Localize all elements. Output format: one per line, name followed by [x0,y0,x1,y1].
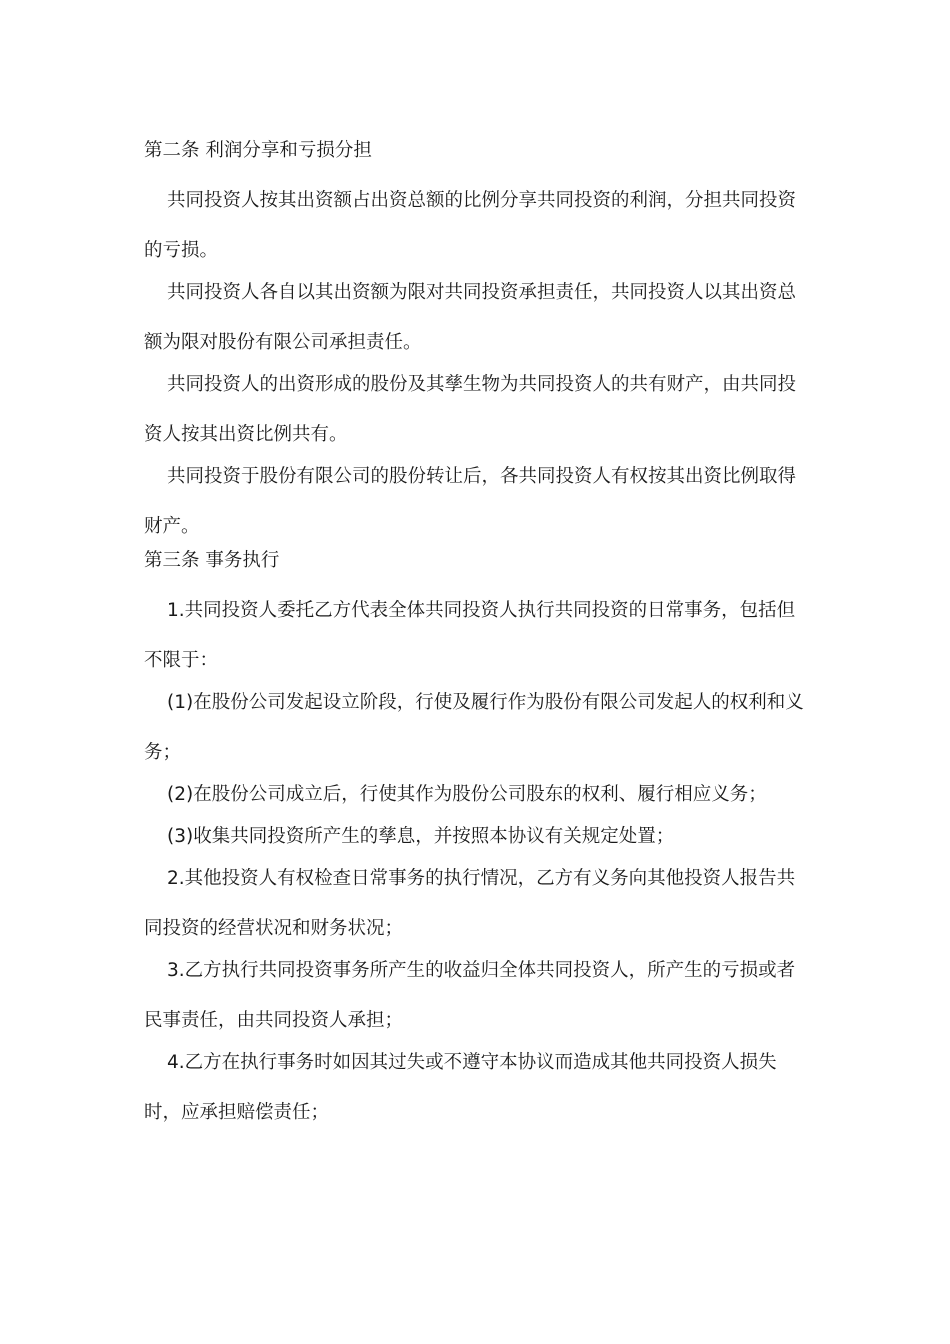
paragraph: 共同投资人按其出资额占出资总额的比例分享共同投资的利润，分担共同投资的亏损。 [144,190,797,261]
paragraph: 共同投资人的出资形成的股份及其孳生物为共同投资人的共有财产，由共同投资人按其出资比例共有。 [144,374,797,445]
paragraph: 共同投资于股份有限公司的股份转让后，各共同投资人有权按其出资比例取得财产。 [144,466,797,537]
section-heading-article-3: 第三条 事务执行 [144,550,280,571]
paragraph: 1.共同投资人委托乙方代表全体共同投资人执行共同投资的日常事务，包括但不限于： [144,600,796,671]
paragraph: 4.乙方在执行事务时如因其过失或不遵守本协议而造成其他共同投资人损失时，应承担赔偿责任； [144,1052,777,1123]
paragraph: 3.乙方执行共同投资事务所产生的收益归全体共同投资人，所产生的亏损或者民事责任，由共同投资人承担； [144,960,796,1031]
section-heading-article-2: 第二条 利润分享和亏损分担 [144,140,372,161]
paragraph: (2)在股份公司成立后，行使其作为股份公司股东的权利、履行相应义务； [167,784,767,805]
paragraph: 共同投资人各自以其出资额为限对共同投资承担责任，共同投资人以其出资总额为限对股份有限公司承担责任。 [144,282,797,353]
paragraph: 2.其他投资人有权检查日常事务的执行情况，乙方有义务向其他投资人报告共同投资的经营状况和财务状况； [144,868,796,939]
document-body [144,134,810,1138]
paragraph: (3)收集共同投资所产生的孳息，并按照本协议有关规定处置； [167,826,675,847]
paragraph: (1)在股份公司发起设立阶段，行使及履行作为股份有限公司发起人的权利和义务； [144,692,804,763]
